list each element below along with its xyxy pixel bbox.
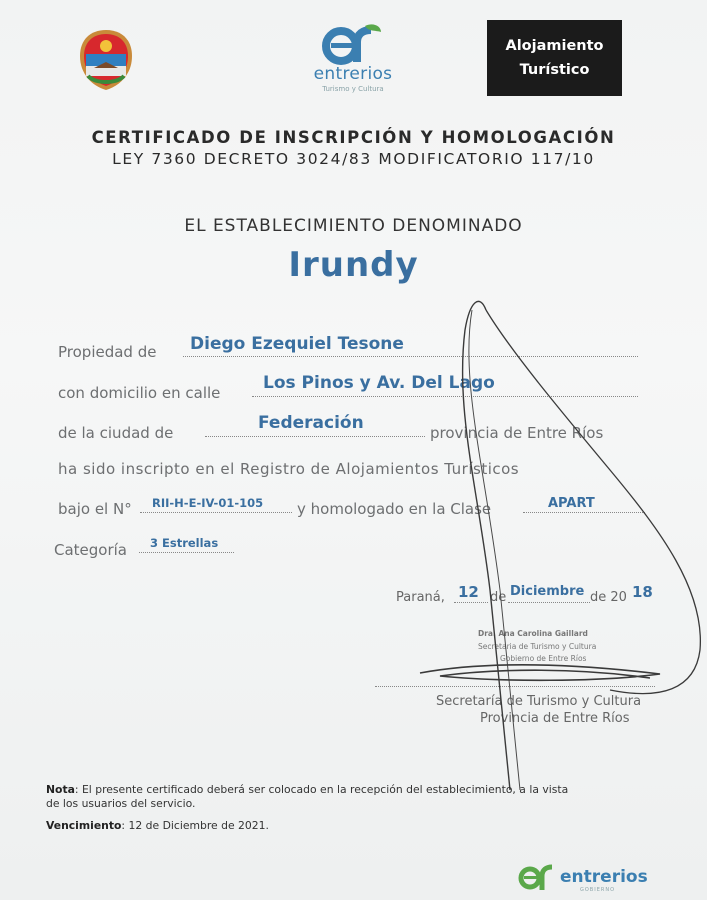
expiry-label: Vencimiento — [46, 819, 122, 832]
note-text-2: de los usuarios del servicio. — [46, 797, 196, 810]
signatory-office-1: Secretaría de Turismo y Cultura — [436, 694, 642, 709]
number-value: RII-H-E-IV-01-105 — [152, 496, 264, 510]
er-logo-icon — [321, 22, 385, 66]
footer-expiry — [46, 819, 269, 832]
entre-rios-logo — [298, 22, 408, 102]
date-year: 18 — [632, 583, 653, 601]
owner-value: Diego Ezequiel Tesone — [190, 334, 404, 354]
expiry-text: : 12 de Diciembre de 2021. — [121, 819, 269, 832]
number-label: bajo el N° — [58, 500, 132, 518]
category-label: Categoría — [54, 541, 128, 559]
date-place: Paraná, — [396, 590, 445, 605]
logo-subtitle: Turismo y Cultura — [322, 85, 384, 93]
category-dotted-line — [139, 552, 234, 553]
date-de-1: de — [490, 590, 507, 605]
alojamiento-badge — [487, 20, 622, 96]
establishment-name: Irundy — [288, 245, 419, 285]
class-value: APART — [548, 496, 595, 511]
owner-label: Propiedad de — [58, 343, 157, 361]
signatory-role-1: Secretaria de Turismo y Cultura — [478, 642, 597, 651]
province-text: provincia de Entre Ríos — [430, 424, 604, 442]
address-label: con domicilio en calle — [58, 384, 221, 402]
establishment-label: EL ESTABLECIMIENTO DENOMINADO — [184, 216, 523, 236]
date-day: 12 — [458, 583, 479, 601]
signatory-name: Dra. Ana Carolina Gaillard — [478, 629, 588, 638]
footer-note — [46, 783, 666, 796]
badge-line-1: Alojamiento — [505, 38, 604, 54]
address-value: Los Pinos y Av. Del Lago — [263, 373, 495, 393]
bottom-logo-sub: GOBIERNO — [580, 887, 616, 893]
city-value: Federación — [258, 413, 364, 433]
registry-text: ha sido inscripto en el Registro de Alojamientos Turísticos — [58, 460, 520, 478]
provincial-seal-icon — [78, 28, 134, 92]
badge-line-2: Turístico — [519, 62, 590, 78]
number-dotted-line — [140, 512, 292, 513]
date-de-2: de 20 — [590, 590, 627, 605]
certificate-title: CERTIFICADO DE INSCRIPCIÓN Y HOMOLOGACIÓN — [91, 128, 616, 147]
note-text: : El presente certificado deberá ser colocado en la recepción del establecimiento, a la vista — [74, 783, 569, 796]
signatory-office-2: Provincia de Entre Ríos — [480, 711, 630, 726]
category-value: 3 Estrellas — [150, 536, 219, 550]
signatory-role-2: Gobierno de Entre Ríos — [500, 654, 587, 663]
law-reference: LEY 7360 DECRETO 3024/83 MODIFICATORIO 117/10 — [112, 150, 595, 168]
note-label: Nota — [46, 783, 75, 796]
city-label: de la ciudad de — [58, 424, 174, 442]
er-small-logo-icon — [518, 858, 558, 892]
bottom-logo-wordmark: entrerios — [560, 867, 648, 887]
logo-wordmark: entrerios — [313, 64, 393, 84]
class-label: y homologado en la Clase — [297, 500, 492, 518]
handwritten-signature — [360, 290, 707, 790]
date-month: Diciembre — [510, 584, 585, 599]
